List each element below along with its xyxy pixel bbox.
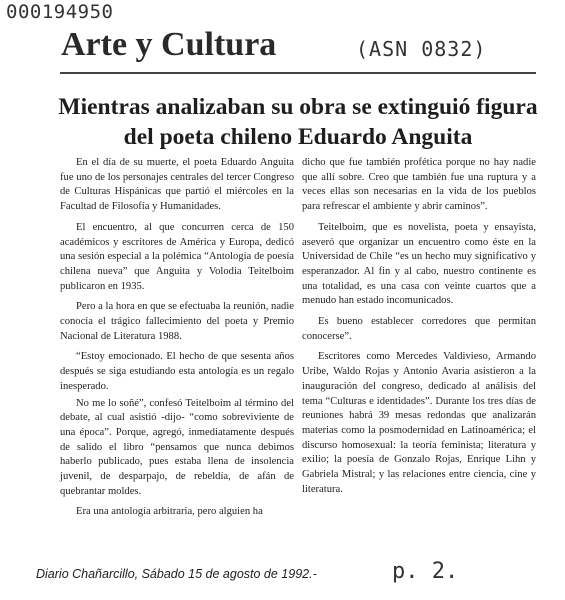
article-paragraph: Es bueno establecer corredores que permitan conocerse”.	[302, 316, 536, 342]
article-column-right	[302, 156, 536, 503]
article-column-left	[60, 156, 294, 526]
handwritten-archive-code: 000194950	[6, 1, 114, 23]
article-paragraph: No me lo soñé”, confesó Teitelboim al término del debate, al cual asistió -dijo- “como sobreviviente de una época”. Porque, agregó, inmediatamente después de salido el libro “pensamos que nunca debimos haberlo publicado, pues estaba llena de insolencia juvenil, de desparpajo, de rebeldía, de afán de quebrantar moldes.	[60, 397, 294, 497]
article-paragraph: Escritores como Mercedes Valdivieso, Armando Uribe, Waldo Rojas y Antonio Avaria asistieron a la inauguración del congreso, dedicado al análisis del tema “Culturas e identidades”. Durante los tres días de reuniones habrá 39 mesas redondas que analizarán materias como la posmodernidad en Latinoamérica; el discurso homosexual: la teoría feminista; literatura y exilio; la poesía de Gonzalo Rojas, Enrique Lihn y Gabriela Mistral; y las relaciones entre ciencia, cine y literatura.	[302, 351, 536, 495]
article-paragraph: Era una antología arbitraria, pero alguien ha	[76, 506, 263, 518]
handwritten-page-number: p. 2.	[392, 559, 459, 584]
article-paragraph: “Estoy emocionado. El hecho de que sesenta años después se siga estudiando esta antología es un regalo inesperado.	[60, 351, 294, 392]
article-paragraph: dicho que fue también profética porque no hay nadie que allí sobre. Creo que también fue una ruptura y a veces ellas son necesarias en la vida de los pueblos para refrescar el ambiente y abrir caminos”.	[302, 157, 536, 213]
article-paragraph: Pero a la hora en que se efectuaba la reunión, nadie conocía el trágico fallecimiento del poeta y Premio Nacional de Literatura 1988.	[60, 301, 294, 342]
handwritten-reference: (ASN 0832)	[356, 37, 487, 61]
article-paragraph: El encuentro, al que concurren cerca de 150 académicos y escritores de América y Europa, dedicó una sesión especial a la polémica “Antología de poesía chilena nueva” que Anguita y Volodia Teitelboim publicaron en 1935.	[60, 221, 294, 292]
source-footer: Diario Chañarcillo, Sábado 15 de agosto de 1992.-	[36, 567, 317, 581]
section-divider	[60, 72, 536, 74]
section-title: Arte y Cultura	[61, 26, 277, 63]
article-headline: Mientras analizaban su obra se extinguió figura del poeta chileno Eduardo Anguita	[58, 94, 538, 150]
article-paragraph: En el día de su muerte, el poeta Eduardo Anguita fue uno de los personajes centrales del tercer Congreso de Culturas Hispánicas que partió el miércoles en la Facultad de Filosofía y Humanidades.	[60, 157, 294, 213]
article-paragraph: Teitelboim, que es novelista, poeta y ensayista, aseveró que organizar un encuentro como éste en la Universidad de Chile “es un hecho muy significativo y esperanzador. Al fin y al cabo, nuestro continente es una totalidad, es una casa con veinte cuartos que a menudo han estado incomunicados.	[302, 221, 536, 307]
